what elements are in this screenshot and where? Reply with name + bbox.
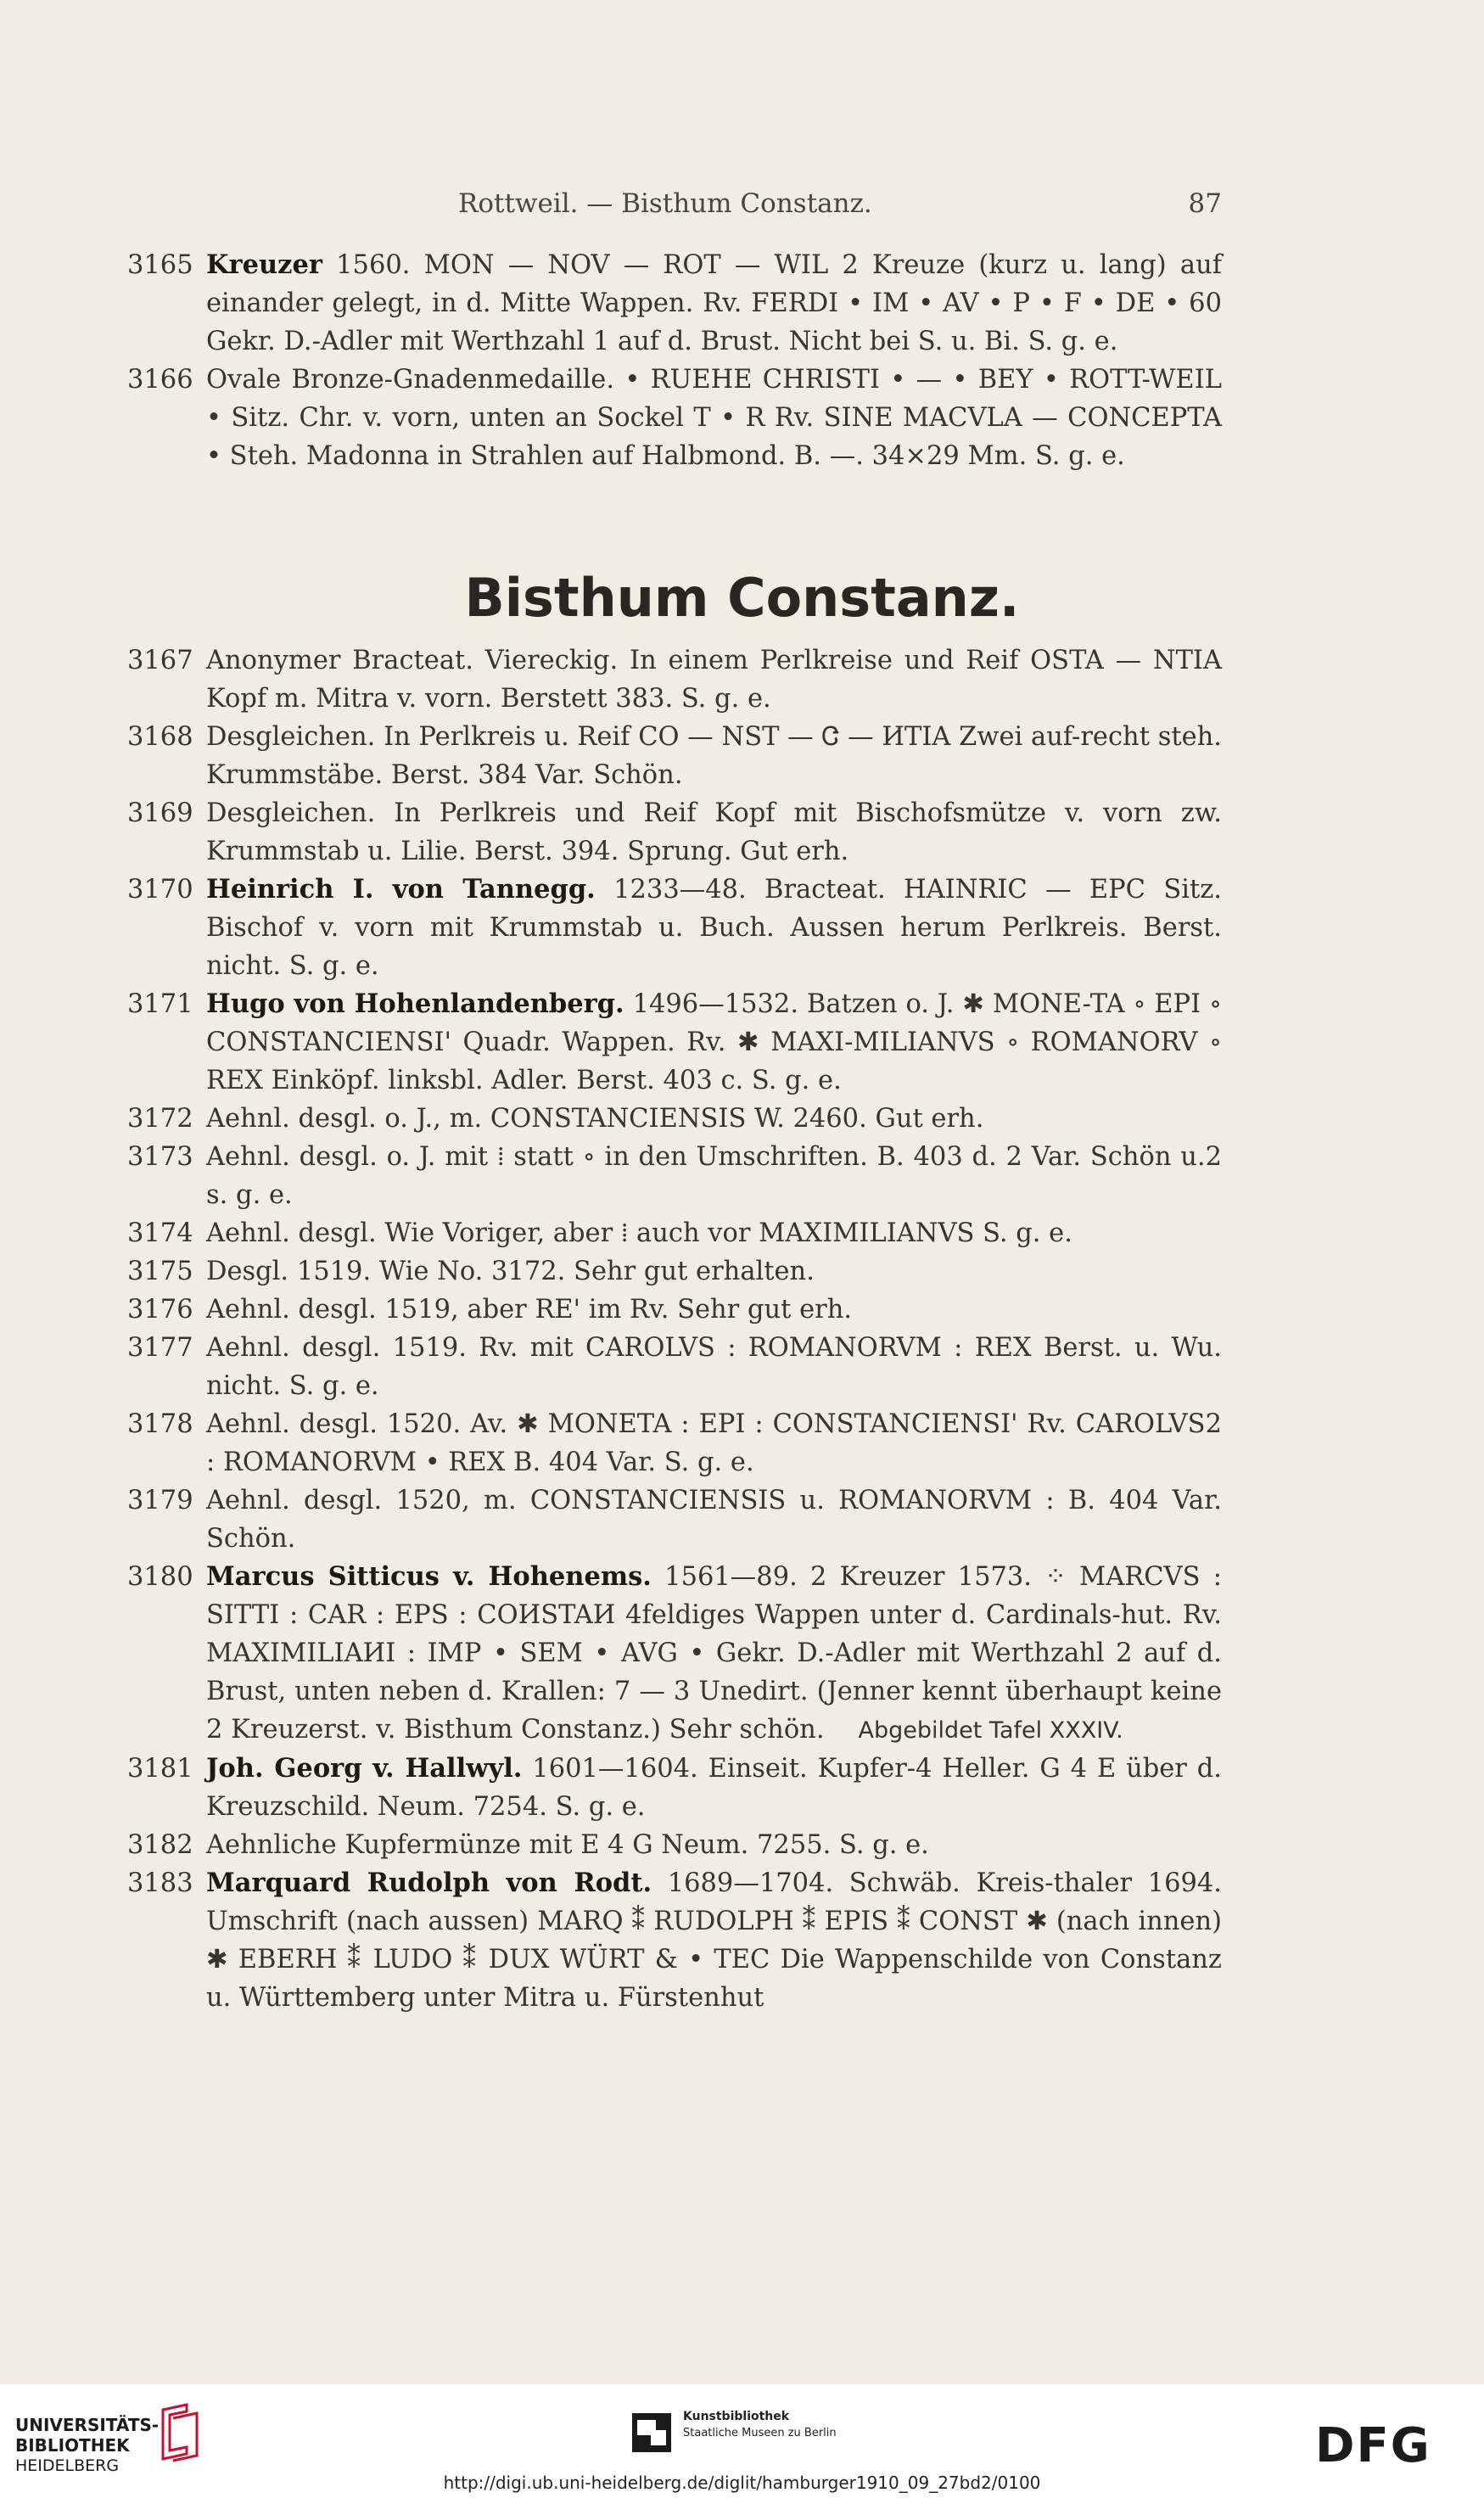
- entry-number: 3165: [127, 250, 193, 280]
- entry-description: Desgl. 1519. Wie No. 3172. Sehr gut erhalten.: [206, 1257, 815, 1286]
- entry-text: [206, 1214, 1222, 1252]
- entry-text: [206, 1329, 1222, 1405]
- entry-text: [206, 1291, 1222, 1329]
- entry-description: 1496—1532. Batzen o. J. ✱ MONE-TA ∘ EPI ∘ CONSTANCIENSI' Quadr. Wappen. Rv. ✱ MAXI-MILIANVS ∘ ROMANORV ∘ REX Einköpf. linksbl. Adler. Berst. 403 c. S. g. e.: [206, 989, 1222, 1095]
- entry-description: Aehnl. desgl. 1520. Av. ✱ MONETA : EPI : CONSTANCIENSI' Rv. CAROLVS : ROMANORVM • REX B. 404 Var. S. g. e.: [206, 1409, 1206, 1477]
- entry-number: 3183: [127, 1868, 193, 1898]
- entry-count: 2: [1205, 1142, 1222, 1172]
- catalog-entry: [127, 1100, 1222, 1138]
- entry-text: [206, 641, 1222, 718]
- entry-heading: Marcus Sitticus v. Hohenems.: [206, 1561, 652, 1592]
- catalog-entry: [127, 1214, 1222, 1252]
- entry-number: 3174: [127, 1218, 193, 1248]
- catalog-entry: [127, 1750, 1222, 1826]
- entry-text: [206, 1100, 1222, 1138]
- entry-text: [206, 361, 1222, 475]
- catalog-entry: [127, 985, 1222, 1100]
- entry-number: 3178: [127, 1409, 193, 1439]
- entry-heading: Marquard Rudolph von Rodt.: [206, 1868, 652, 1898]
- catalog-entry: [127, 641, 1222, 718]
- catalog-entry: [127, 1291, 1222, 1329]
- catalog-entry: [127, 246, 1222, 361]
- entry-number: 3179: [127, 1486, 193, 1515]
- entry-description: Desgleichen. In Perlkreis und Reif Kopf mit Bischofsmütze v. vorn zw. Krummstab u. Lilie. Berst. 394. Sprung. Gut erh.: [206, 798, 1222, 866]
- entry-heading: Kreuzer: [206, 249, 322, 280]
- entry-number: 3180: [127, 1562, 193, 1592]
- dfg-logo[interactable]: DFG: [1315, 2418, 1431, 2473]
- entry-number: 3182: [127, 1830, 193, 1860]
- entry-description: Ovale Bronze-Gnadenmedaille. • RUEHE CHRISTI • — • BEY • ROTT-WEIL • Sitz. Chr. v. vorn, unten an Sockel T • R Rv. SINE MACVLA — CONCEPTA • Steh. Madonna in Strahlen auf Halbmond. B. —. 34×29 Mm. S. g. e.: [206, 365, 1222, 471]
- library-name-line1: UNIVERSITÄTS-: [15, 2415, 160, 2435]
- catalog-entry: [127, 1558, 1222, 1750]
- entry-description: 1233—48. Bracteat. HAINRIC — EPC Sitz. Bischof v. vorn mit Krummstab u. Buch. Aussen herum Perlkreis. Berst. nicht. S. g. e.: [206, 875, 1223, 981]
- catalog-entry: [127, 794, 1222, 871]
- entry-text: [206, 1252, 1222, 1291]
- viewer-footer: [0, 2384, 1484, 2498]
- entry-text: [206, 1481, 1222, 1558]
- entry-text: [206, 1864, 1222, 2017]
- entry-number: 3170: [127, 875, 193, 905]
- catalog-entry: [127, 1481, 1222, 1558]
- entry-text: [206, 871, 1222, 985]
- entry-description: Anonymer Bracteat. Viereckig. In einem Perlkreise und Reif OSTA — NTIA Kopf m. Mitra v. vorn. Berstett 383. S. g. e.: [206, 646, 1222, 714]
- catalog-entry: [127, 1329, 1222, 1405]
- catalog-entry: [127, 1138, 1222, 1214]
- catalog-entry: [127, 1864, 1222, 2017]
- plate-reference: Abgebildet Tafel XXXIV.: [858, 1717, 1123, 1744]
- entry-number: 3166: [127, 365, 193, 395]
- entry-number: 3168: [127, 722, 193, 752]
- entry-text: [206, 718, 1222, 794]
- entry-number: 3171: [127, 989, 193, 1019]
- kunstbibliothek-icon: [632, 2413, 671, 2452]
- section-title: Bisthum Constanz.: [464, 567, 1020, 629]
- university-library-mark-icon: [154, 2403, 205, 2462]
- entry-heading: Hugo von Hohenlandenberg.: [206, 989, 624, 1019]
- entry-description: Aehnliche Kupfermünze mit E 4 G Neum. 7255. S. g. e.: [206, 1830, 929, 1860]
- entry-description: Aehnl. desgl. 1520, m. CONSTANCIENSIS u. ROMANORVM : B. 404 Var. Schön.: [206, 1486, 1222, 1554]
- entry-number: 3175: [127, 1257, 193, 1286]
- catalog-entry: [127, 361, 1222, 475]
- entry-description: Aehnl. desgl. 1519, aber RE' im Rv. Sehr gut erh.: [206, 1295, 853, 1325]
- entry-description: 1561—89. 2 Kreuzer 1573. ⁘ MARCVS : SITTI : CAR : EPS : COИSTAИ 4feldiges Wappen unter d. Cardinals-hut. Rv. MAXIMILIAИI : IMP • SEM • AVG • Gekr. D.-Adler mit Werthzahl 2 auf d. Brust, unten neben d. Krallen: 7 — 3 Unedirt. (Jenner kennt überhaupt keine 2 Kreuzerst. v. Bisthum Constanz.) Sehr schön.: [206, 1562, 1222, 1745]
- entry-number: 3167: [127, 646, 193, 675]
- kunstbibliothek-subtitle: Staatliche Museen zu Berlin: [683, 2427, 837, 2439]
- entry-description: Aehnl. desgl. o. J., m. CONSTANCIENSIS W. 2460. Gut erh.: [206, 1104, 984, 1134]
- entry-text: [206, 1138, 1222, 1214]
- entry-number: 3176: [127, 1295, 193, 1325]
- catalog-entry: [127, 1405, 1222, 1481]
- entry-description: 1560. MON — NOV — ROT — WIL 2 Kreuze (kurz u. lang) auf einander gelegt, in d. Mitte Wappen. Rv. FERDI • IM • AV • P • F • DE • 60 Gekr. D.-Adler mit Werthzahl 1 auf d. Brust. Nicht bei S. u. Bi. S. g. e.: [206, 250, 1222, 356]
- entry-text: [206, 985, 1222, 1100]
- catalog-entry: [127, 871, 1222, 985]
- library-name-line2: BIBLIOTHEK: [15, 2435, 130, 2456]
- library-name-line3: HEIDELBERG: [15, 2456, 120, 2475]
- entry-text: [206, 1405, 1222, 1481]
- entry-heading: Heinrich I. von Tannegg.: [206, 874, 596, 905]
- entry-heading: Joh. Georg v. Hallwyl.: [206, 1753, 523, 1784]
- entry-number: 3177: [127, 1333, 193, 1363]
- entry-text: [206, 1558, 1222, 1750]
- entry-description: Aehnl. desgl. o. J. mit ⁞ statt ∘ in den Umschriften. B. 403 d. 2 Var. Schön u. s. g. e.: [206, 1142, 1206, 1210]
- entry-description: Aehnl. desgl. 1519. Rv. mit CAROLVS : ROMANORVM : REX Berst. u. Wu. nicht. S. g. e.: [206, 1333, 1222, 1401]
- entry-description: 1689—1704. Schwäb. Kreis-thaler 1694. Umschrift (nach aussen) MARQ ⁑ RUDOLPH ⁑ EPIS ⁑ CONST ✱ (nach innen) ✱ EBERH ⁑ LUDO ⁑ DUX WÜRT & • TEC Die Wappenschilde von Constanz u. Württemberg unter Mitra u. Fürstenhut: [206, 1868, 1222, 2013]
- running-title: Rottweil. — Bisthum Constanz.: [458, 188, 872, 219]
- entry-count: 2: [1205, 1409, 1222, 1439]
- entry-number: 3169: [127, 798, 193, 828]
- entries-after-section: [127, 641, 1222, 2017]
- entry-number: 3181: [127, 1754, 193, 1784]
- page-number: 87: [1188, 188, 1222, 219]
- catalog-entry: [127, 718, 1222, 794]
- catalog-entry: [127, 1252, 1222, 1291]
- entry-description: Desgleichen. In Perlkreis u. Reif CO — NST — Ꮳ — ИTIA Zwei auf-recht steh. Krummstäbe. Berst. 384 Var. Schön.: [206, 722, 1222, 790]
- entries-before-section: [127, 246, 1222, 475]
- entry-text: [206, 1750, 1222, 1826]
- source-url-link[interactable]: http://digi.ub.uni-heidelberg.de/diglit/hamburger1910_09_27bd2/0100: [443, 2473, 1041, 2493]
- entry-number: 3173: [127, 1142, 193, 1172]
- kunstbibliothek-name: Kunstbibliothek: [683, 2410, 790, 2423]
- entry-description: Aehnl. desgl. Wie Voriger, aber ⁞ auch vor MAXIMILIANVS S. g. e.: [206, 1218, 1072, 1248]
- entry-text: [206, 794, 1222, 871]
- entry-text: [206, 1826, 1222, 1864]
- entry-text: [206, 246, 1222, 361]
- entry-description: 1601—1604. Einseit. Kupfer-4 Heller. G 4 E über d. Kreuzschild. Neum. 7254. S. g. e.: [206, 1754, 1222, 1822]
- page-header: [204, 188, 1222, 222]
- catalog-entry: [127, 1826, 1222, 1864]
- entry-number: 3172: [127, 1104, 193, 1134]
